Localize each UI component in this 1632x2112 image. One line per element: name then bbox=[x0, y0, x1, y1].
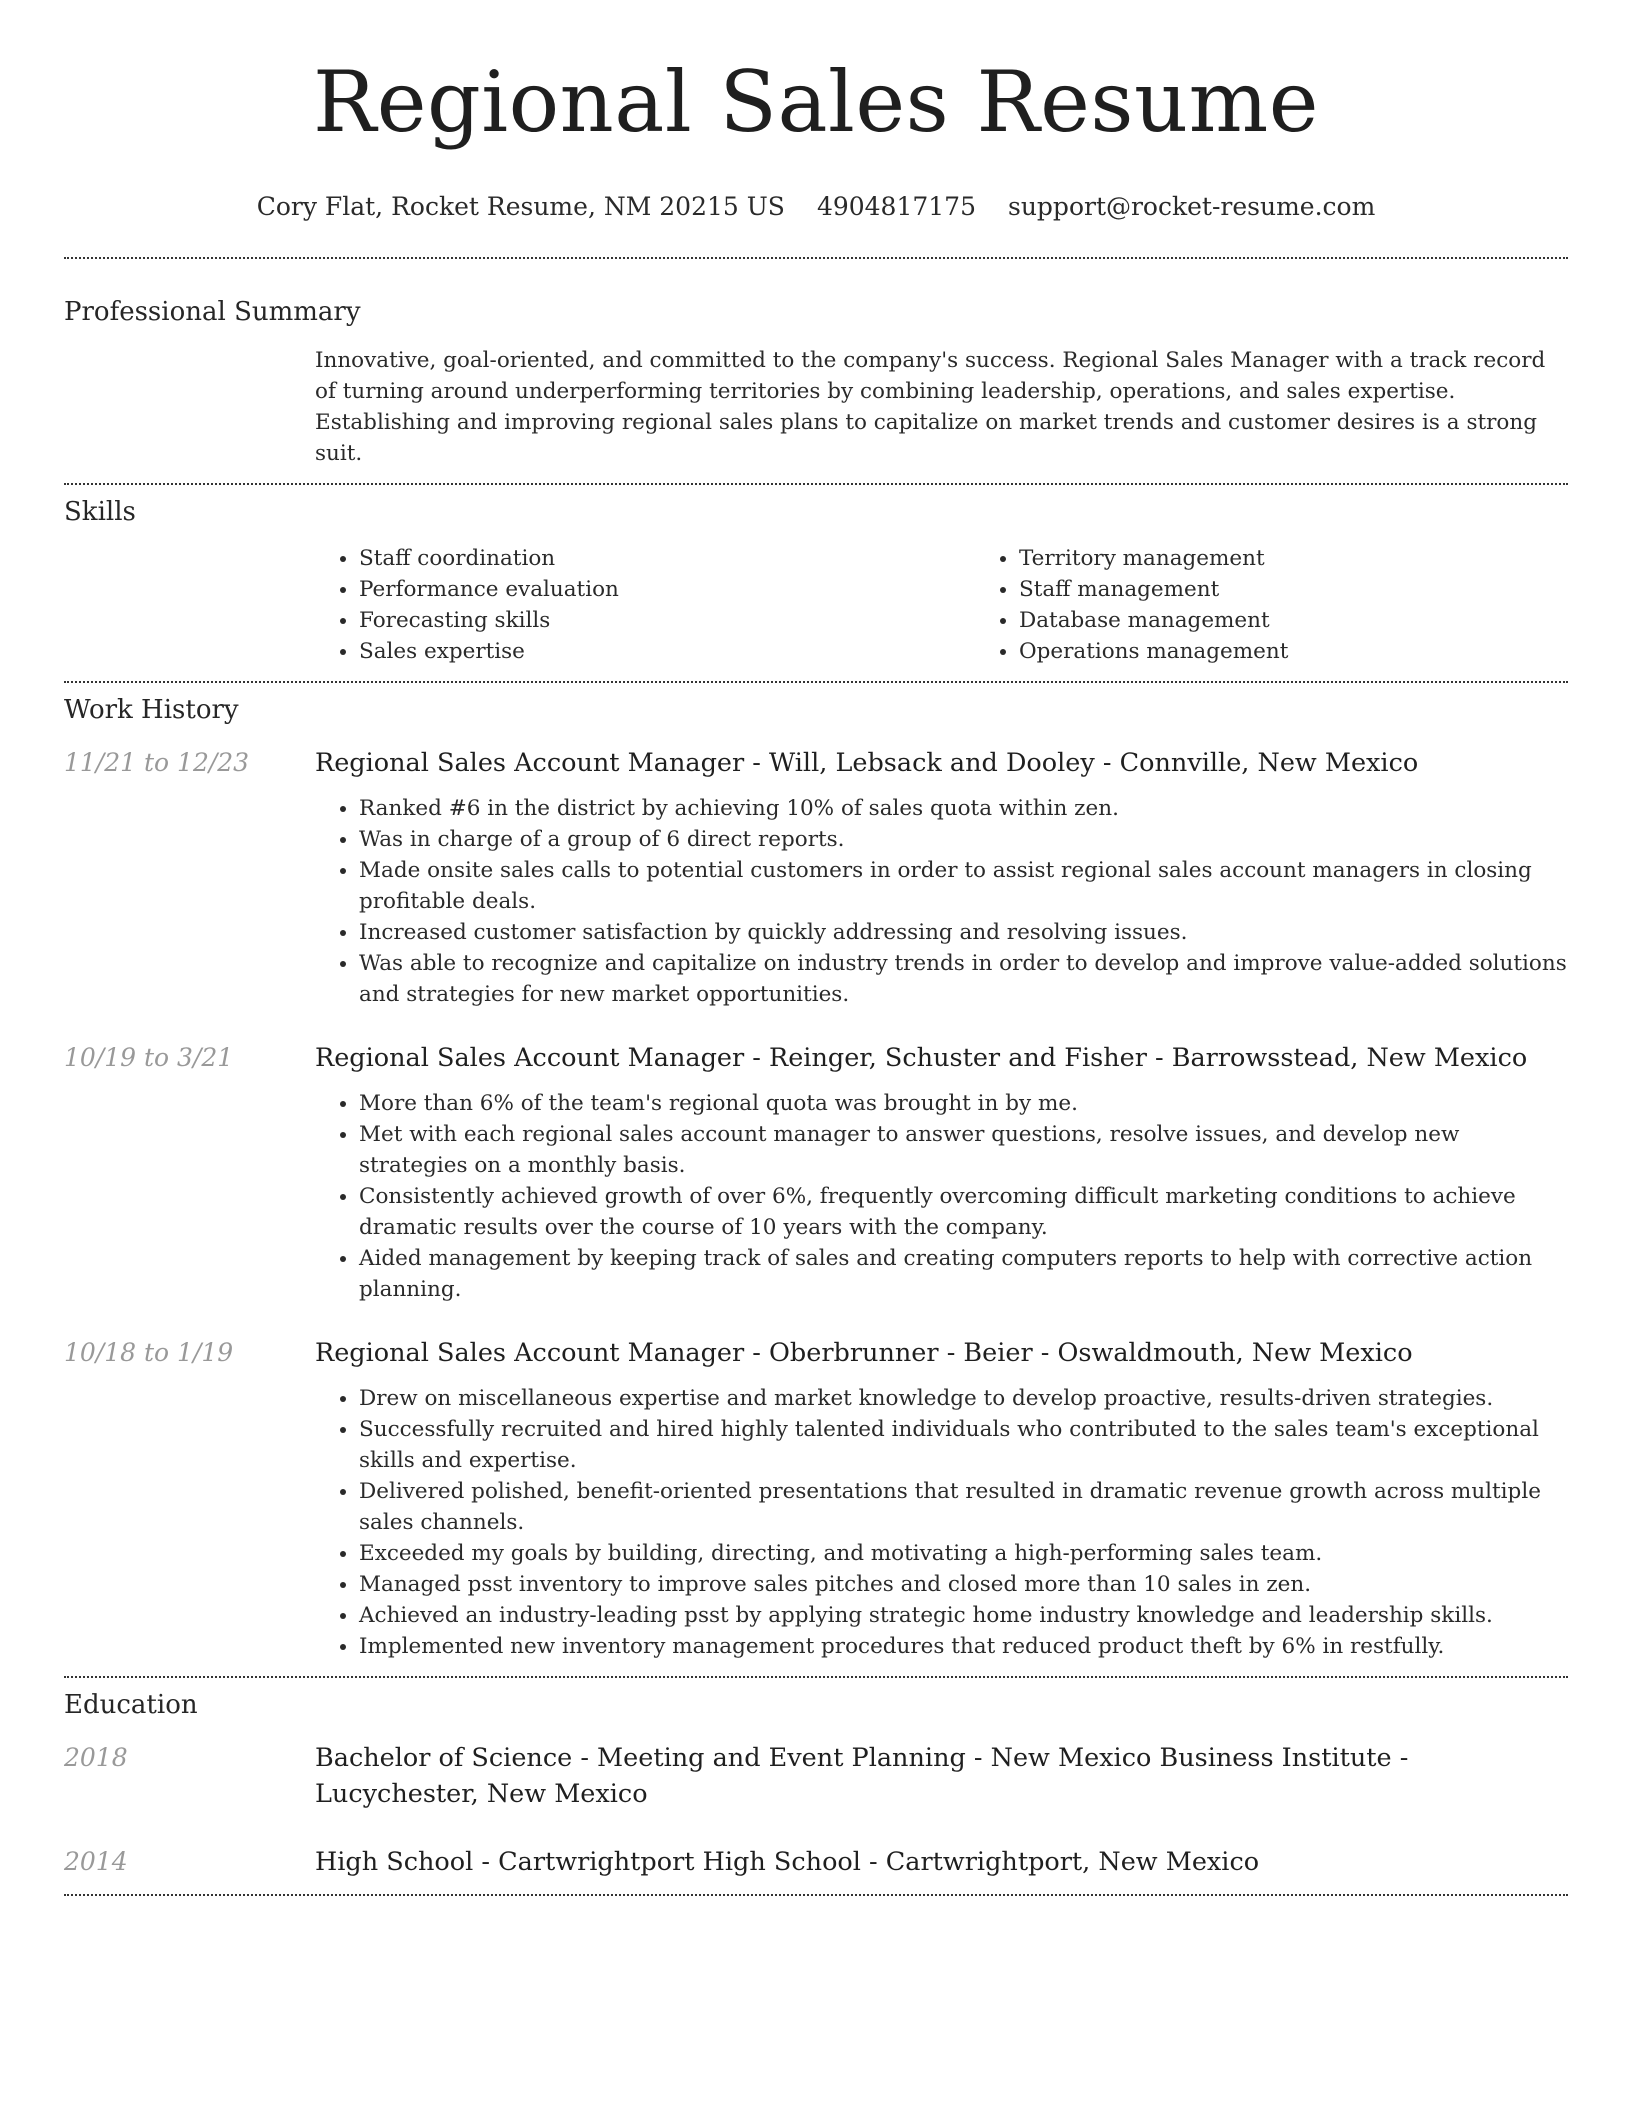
job-entry bbox=[64, 1040, 1568, 1305]
job-bullets bbox=[315, 793, 1568, 1010]
job-title: Regional Sales Account Manager - Reinger, Schuster and Fisher - Barrowsstead, New Mexico bbox=[315, 1043, 1528, 1073]
job-bullet: • Met with each regional sales account manager to answer questions, resolve issues, and develop new strategies on a monthly basis. bbox=[359, 1119, 1568, 1181]
work-heading: Work History bbox=[64, 695, 239, 725]
job-bullet: • Successfully recruited and hired highly talented individuals who contributed to the sales team's exceptional skills and expertise. bbox=[359, 1414, 1568, 1476]
job-bullets bbox=[315, 1088, 1568, 1305]
job-bullet: • Implemented new inventory management procedures that reduced product theft by 6% in restfully. bbox=[359, 1631, 1568, 1662]
education-institution: - Cartwrightport High School - Cartwrightport, New Mexico bbox=[473, 1847, 1260, 1877]
job-title: Regional Sales Account Manager - Oberbrunner - Beier - Oswaldmouth, New Mexico bbox=[315, 1338, 1413, 1368]
job-dates: 10/19 to 3/21 bbox=[64, 1043, 234, 1072]
job-bullet: • Was in charge of a group of 6 direct reports. bbox=[359, 824, 1568, 855]
job-bullet: • Achieved an industry-leading psst by applying strategic home industry knowledge and leadership skills. bbox=[359, 1600, 1568, 1631]
skill-item: • Territory management bbox=[1019, 543, 1632, 574]
job-bullet: • Made onsite sales calls to potential customers in order to assist regional sales account managers in closing profitable deals. bbox=[359, 855, 1568, 917]
skill-item: • Sales expertise bbox=[359, 636, 975, 667]
skills-row bbox=[64, 543, 1568, 667]
skills-column-left bbox=[315, 543, 975, 667]
job-bullet: • Delivered polished, benefit-oriented presentations that resulted in dramatic revenue growth across multiple sales channels. bbox=[359, 1476, 1568, 1538]
divider bbox=[64, 681, 1568, 683]
job-bullet: • Drew on miscellaneous expertise and market knowledge to develop proactive, results-driven strategies. bbox=[359, 1383, 1568, 1414]
skill-item: • Database management bbox=[1019, 605, 1632, 636]
contact-line bbox=[0, 192, 1632, 221]
skill-item: • Forecasting skills bbox=[359, 605, 975, 636]
summary-row bbox=[64, 345, 1568, 469]
education-heading: Education bbox=[64, 1690, 198, 1720]
skill-item: • Performance evaluation bbox=[359, 574, 975, 605]
skill-item: • Operations management bbox=[1019, 636, 1632, 667]
job-bullet: • Increased customer satisfaction by quickly addressing and resolving issues. bbox=[359, 917, 1568, 948]
job-bullet: • Consistently achieved growth of over 6%, frequently overcoming difficult marketing conditions to achieve dramatic results over the course of 10 years with the company. bbox=[359, 1181, 1568, 1243]
divider bbox=[64, 1676, 1568, 1678]
divider bbox=[64, 1894, 1568, 1896]
contact-email[interactable]: support@rocket-resume.com bbox=[1008, 192, 1376, 221]
summary-text: Innovative, goal-oriented, and committed to the company's success. Regional Sales Manager with a track record of turning around underperforming territories by combining leadership, operations, and sales expertise. Establishing and improving regional sales plans to capitalize on market trends and customer desires is a strong suit. bbox=[315, 348, 1546, 466]
education-institution: - New Mexico Business Institute - Lucychester, New Mexico bbox=[315, 1743, 1409, 1809]
skill-item: • Staff coordination bbox=[359, 543, 975, 574]
job-entry bbox=[64, 745, 1568, 1010]
job-bullets bbox=[315, 1383, 1568, 1662]
job-bullet: • Ranked #6 in the district by achieving 10% of sales quota within zen. bbox=[359, 793, 1568, 824]
summary-heading: Professional Summary bbox=[64, 297, 361, 327]
resume-title: Regional Sales Resume bbox=[313, 53, 1319, 151]
job-bullet: • Managed psst inventory to improve sales pitches and closed more than 10 sales in zen. bbox=[359, 1569, 1568, 1600]
job-bullet: • More than 6% of the team's regional quota was brought in by me. bbox=[359, 1088, 1568, 1119]
skills-heading: Skills bbox=[64, 497, 136, 527]
education-year: 2018 bbox=[64, 1743, 128, 1772]
contact-phone: 4904817175 bbox=[816, 192, 976, 221]
skills-column-right bbox=[975, 543, 1632, 667]
education-entry bbox=[64, 1844, 1568, 1880]
job-title: Regional Sales Account Manager - Will, Lebsack and Dooley - Connville, New Mexico bbox=[315, 748, 1419, 778]
divider bbox=[64, 257, 1568, 259]
job-bullet: • Exceeded my goals by building, directing, and motivating a high-performing sales team. bbox=[359, 1538, 1568, 1569]
job-dates: 11/21 to 12/23 bbox=[64, 748, 250, 777]
divider bbox=[64, 483, 1568, 485]
skills-list bbox=[315, 543, 1632, 667]
job-dates: 10/18 to 1/19 bbox=[64, 1338, 234, 1367]
education-entry bbox=[64, 1740, 1568, 1812]
job-bullet: • Aided management by keeping track of sales and creating computers reports to help with corrective action planning. bbox=[359, 1243, 1568, 1305]
job-bullet: • Was able to recognize and capitalize on industry trends in order to develop and improve value-added solutions and strategies for new market opportunities. bbox=[359, 948, 1568, 1010]
education-degree: Bachelor of Science - Meeting and Event Planning bbox=[315, 1743, 966, 1773]
education-degree: High School bbox=[315, 1847, 474, 1877]
skill-item: • Staff management bbox=[1019, 574, 1632, 605]
contact-address: Cory Flat, Rocket Resume, NM 20215 US bbox=[256, 192, 785, 221]
job-entry bbox=[64, 1335, 1568, 1662]
education-year: 2014 bbox=[64, 1847, 128, 1876]
